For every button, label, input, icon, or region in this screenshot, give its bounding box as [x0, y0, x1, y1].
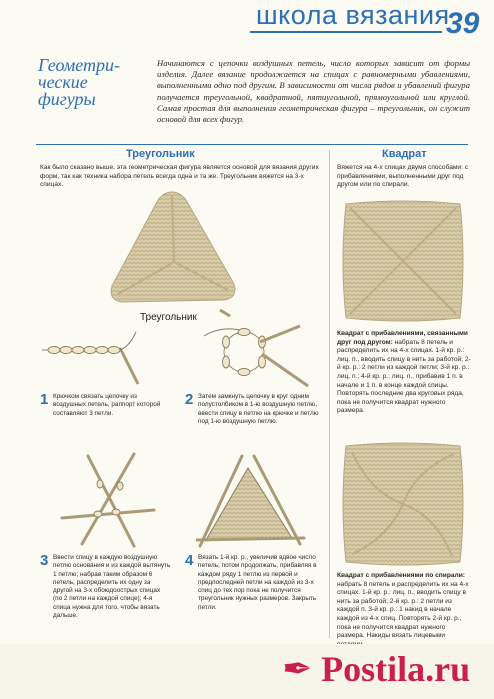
step4-text: Вязать 1-й кр. р., увеличив вдвое число петель; потом продолжать, прибавляя в каждом ряду 1 петлю из первой и предпоследней петли на каждой из 3-х спиц до тех пор пока не получится треугольник нужных размеров. Закрыть петли. — [198, 554, 317, 611]
knitted-square-image-2 — [336, 440, 470, 568]
main-title — [38, 57, 148, 108]
step2-number: 2 — [185, 391, 194, 408]
square-desc1 — [337, 330, 473, 416]
square-desc1-text: набрать 8 петель и распределить их на 4-х спицах. 1-й кр. р.: лиц. п., вводить спицу в нить за работой; 2-й кр. р.: 2 петли из каждой петли; 3-й кр. р.: лиц. п.; 4-й кр. р.: лиц. п., прибавив 1 п. в начале и 1 п. в конце каждой спицы. Повторять последние два круговых ряда, пока не получится квадрат нужного размера. — [337, 338, 471, 415]
square-desc2-title: Квадрат с прибавлениями по спирали: — [337, 572, 465, 579]
step3-needles-illustration — [58, 452, 158, 550]
section-divider — [36, 144, 468, 145]
main-title-line2: ческие — [38, 72, 88, 92]
footer-brand[interactable] — [282, 648, 470, 690]
header-divider — [250, 31, 442, 33]
header-title: школа вязания — [256, 0, 450, 30]
step1-chain-illustration — [40, 326, 160, 388]
intro-paragraph: Начинаются с цепочки воздушных петель, число которых зависит от формы изделия. Далее вязание продолжается на спицах с равномерными убавлениями, выполненными одно под другим. В зависимости от числа рядов и убавлений фигура получается треугольной, квадратной, пятиугольной, прямоугольной или круглой. Самая простая для выполнения геометрическая фигура – треугольник, он служит основой для всех фигур. — [157, 58, 470, 125]
main-title-line1: Геометри- — [38, 55, 121, 75]
step2-ring-illustration — [200, 306, 320, 388]
square-intro: Вяжется на 4-х спицах двумя способами: с прибавлениями, выполненными друг под другом или по спирали. — [337, 164, 469, 189]
column-divider — [329, 150, 330, 638]
knitted-square-image-1 — [336, 198, 470, 324]
step3-number: 3 — [40, 552, 49, 569]
step1-number: 1 — [40, 391, 49, 408]
pin-icon: ✒ — [282, 649, 313, 690]
main-title-line3: фигуры — [38, 89, 96, 109]
square-section-title: Квадрат — [382, 148, 427, 160]
step3-text: Ввести спицу в каждую воздушную петлю основания и из каждой вытянуть 1 петлю; набрав таким образом 6 петель, распределить их одну за другой на 3-х обоюдоострых спицах (по 2 петли на каждой спице); 4-я спица нужна для того, чтобы вязать дальше. — [53, 554, 171, 620]
square-desc2 — [337, 572, 473, 649]
step4-number: 4 — [185, 552, 194, 569]
step4-triangle-illustration — [196, 452, 306, 552]
page-number: 39 — [446, 7, 480, 40]
triangle-subtitle: Треугольник — [140, 312, 197, 323]
square-desc2-text: набрать 8 петель и распределить их на 4-х спицах. 1-й кр. р.: лиц. п., вводить спицу в нить за работой; 2-й кр. р.: 2 петли из каждой п. 3-й кр. р.: 1 накид в начале каждой из 4-х спиц. Повторять 2-й кр. р., пока не получится квадрат нужного размера. Накиды вязать лицевыми — [337, 580, 469, 640]
triangle-section-title: Треугольник — [126, 148, 195, 160]
knitted-triangle-image — [104, 186, 242, 308]
footer-brand-text: Postila.ru — [321, 649, 471, 689]
step1-text: Крючком связать цепочку из воздушных петель, раппорт которой составляют 3 петли. — [53, 393, 161, 417]
step2-text: Затем замкнуть цепочку в круг одним полустолбиком в 1-ю воздушную петлю, ввести спицу в петлю на крючке и петлю под 1-ю воздушную петлю. — [198, 393, 319, 425]
square-desc1-title: Квадрат с прибавлениями, связанными друг под другом: — [337, 330, 468, 346]
triangle-intro: Как было сказано выше, эта геометрическая фигура является основой для вязания других форм, так как техника набора петель всегда одна и та же. Треугольник вяжется на 3-х спицах. — [40, 164, 319, 189]
